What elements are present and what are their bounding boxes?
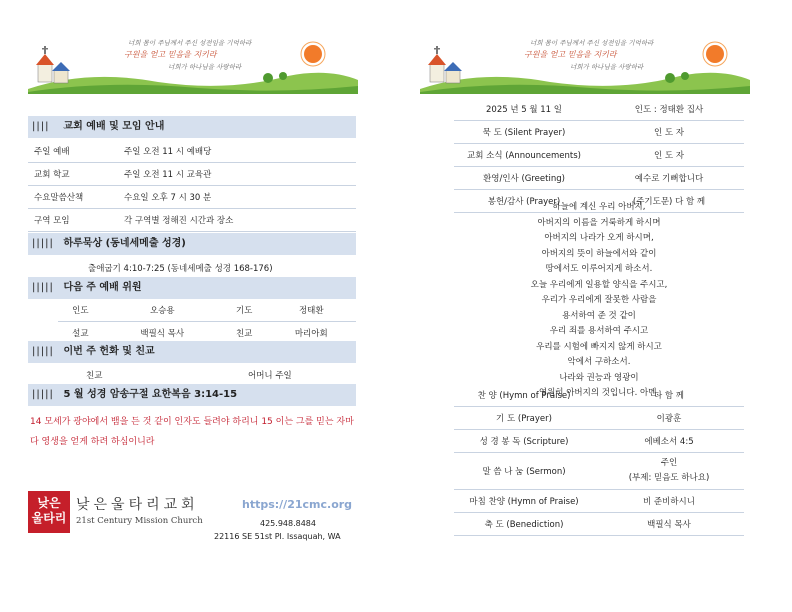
worship-order-bottom (454, 384, 744, 536)
order-item: 묵 도 (Silent Prayer) (454, 121, 594, 144)
table-row (28, 209, 356, 232)
committee-person: 백필식 목사 (103, 322, 222, 345)
order-item: 교회 소식 (Announcements) (454, 144, 594, 167)
order-leader: 인 도 자 (594, 144, 744, 167)
section-committee-header (28, 277, 356, 299)
order-item: 환영/인사 (Greeting) (454, 167, 594, 190)
committee-person: 마리아회 (267, 322, 356, 345)
committee-person: 오승용 (103, 299, 222, 322)
table-row (454, 453, 744, 490)
service-value: 수요일 오후 7 시 30 분 (124, 186, 356, 209)
section-title: 하루묵상 (동네세메출 성경) (63, 238, 186, 249)
order-leader: (주기도문) 다 함 께 (594, 190, 744, 213)
table-row (454, 407, 744, 430)
section-verse-header (28, 384, 356, 406)
order-item: 말 씀 나 눔 (Sermon) (454, 453, 594, 490)
fellowship-label: 친교 (86, 371, 103, 381)
prayer-line: 아버지의 나라가 오게 하시며, (544, 233, 654, 243)
prayer-line: 하늘에 계신 우리 아버지, (552, 202, 646, 212)
banner-line-3: 너희가 하나님을 사랑하라 (168, 63, 242, 71)
section-bars: |||| (32, 121, 50, 132)
header-banner (28, 34, 358, 94)
logo-text-2: 울타리 (31, 511, 67, 525)
table-row (58, 299, 356, 322)
table-row (28, 140, 356, 163)
table-row (454, 430, 744, 453)
committee-role: 설교 (58, 322, 103, 345)
committee-person: 정태환 (267, 299, 356, 322)
prayer-line: 아버지의 이름을 거룩하게 하시며 (537, 217, 661, 228)
banner-line-1: 너희 몸이 주님께서 주신 성전임을 기억하라 (128, 39, 252, 47)
order-leader: 예수로 기뻐합니다 (594, 167, 744, 190)
prayer-line: 영원히 아버지의 것입니다. 아멘. (538, 388, 660, 398)
prayer-line: 우리가 우리에게 잘못한 사람을 (541, 295, 657, 305)
services-table (28, 140, 356, 232)
table-row (454, 490, 744, 513)
table-row (454, 513, 744, 536)
order-leader (594, 453, 744, 490)
service-name: 구역 모임 (28, 209, 124, 232)
order-item: 2025 년 5 월 11 일 (454, 98, 594, 121)
order-item: 성 경 봉 독 (Scripture) (454, 430, 594, 453)
meditation-text: 출애굽기 4:10-7:25 (동네세메출 성경 168-176) (88, 264, 273, 274)
section-bars: ||||| (32, 389, 54, 400)
service-name: 교회 학교 (28, 163, 124, 186)
header-banner (420, 34, 750, 94)
section-fellowship-header (28, 341, 356, 363)
banner-line-1: 너희 몸이 주님께서 주신 성전임을 기억하라 (530, 39, 654, 47)
order-leader: 에베소서 4:5 (594, 430, 744, 453)
church-name: 낮은울타리교회 (76, 497, 199, 513)
prayer-line: 아버지의 뜻이 하늘에서와 같이 (541, 248, 657, 259)
committee-role: 기도 (222, 299, 267, 322)
prayer-line: 나라와 권능과 영광이 (559, 372, 639, 383)
banner-line-2: 구원을 얻고 믿음을 지키라 (124, 50, 217, 59)
prayer-line: 악에서 구하소서. (567, 357, 631, 367)
section-title: 이번 주 헌화 및 친교 (63, 346, 155, 357)
order-leader: 인 도 자 (594, 121, 744, 144)
table-row (454, 144, 744, 167)
prayer-line: 우리를 시험에 빠지지 않게 하시고 (536, 341, 662, 352)
section-title: 5 월 성경 암송구절 요한복음 3:14-15 (63, 389, 238, 400)
prayer-line: 땅에서도 이루어지게 하소서. (545, 264, 653, 274)
committee-table (58, 299, 356, 345)
church-phone: 425.948.8484 (260, 519, 316, 528)
sermon-subtitle: (부제: 믿음도 하나요) (628, 473, 710, 483)
table-row (454, 384, 744, 407)
order-leader: 다 함 께 (594, 384, 744, 407)
committee-role: 친교 (222, 322, 267, 345)
prayer-line: 용서하여 준 것 같이 (562, 310, 636, 321)
table-row (28, 186, 356, 209)
lords-prayer (454, 200, 744, 402)
order-item: 봉헌/감사 (Prayer) (454, 190, 594, 213)
service-value: 주일 오전 11 시 교육관 (124, 163, 356, 186)
prayer-line: 오늘 우리에게 일용할 양식을 주시고, (530, 279, 668, 290)
table-row (454, 98, 744, 121)
section-bars: ||||| (32, 282, 54, 293)
table-row (454, 167, 744, 190)
service-value: 각 구역별 정해진 시간과 장소 (124, 209, 356, 232)
order-leader: 인도 : 정태환 집사 (594, 98, 744, 121)
section-services-header (28, 116, 356, 138)
order-item: 축 도 (Benediction) (454, 513, 594, 536)
table-row (454, 121, 744, 144)
section-bars: ||||| (32, 346, 54, 357)
order-item: 기 도 (Prayer) (454, 407, 594, 430)
church-name-english: 21st Century Mission Church (76, 516, 203, 526)
section-title: 교회 예배 및 모임 안내 (63, 121, 165, 132)
worship-order-top (454, 98, 744, 213)
sermon-title: 주인 (660, 458, 678, 468)
memory-verse: 14 모세가 광야에서 뱀을 든 것 같이 인자도 들려야 하리니 15 이는 그를 믿는 자마다 영생을 얻게 하려 하심이니라 (30, 417, 354, 447)
service-name: 주일 예배 (28, 140, 124, 163)
order-leader: 백필식 목사 (594, 513, 744, 536)
section-meditation-header (28, 233, 356, 255)
section-bars: ||||| (32, 238, 54, 249)
order-leader: 비 준비하시니 (594, 490, 744, 513)
order-leader: 이광훈 (594, 407, 744, 430)
banner-line-3: 너희가 하나님을 사랑하라 (570, 63, 644, 71)
church-logo (28, 491, 70, 533)
prayer-line: 우리 죄를 용서하여 주시고 (549, 326, 649, 336)
church-address: 22116 SE 51st Pl. Issaquah, WA (214, 532, 341, 541)
committee-role: 인도 (58, 299, 103, 322)
banner-line-2: 구원을 얻고 믿음을 지키라 (524, 50, 617, 59)
logo-text-1: 낮은 (37, 496, 61, 510)
order-item: 마침 찬양 (Hymn of Praise) (454, 490, 594, 513)
table-row (28, 163, 356, 186)
section-title: 다음 주 예배 위원 (63, 282, 142, 293)
church-website-link[interactable]: https://21cmc.org (242, 498, 353, 511)
service-name: 수요말씀산책 (28, 186, 124, 209)
fellowship-value: 어머니 주일 (248, 371, 292, 381)
order-item: 찬 양 (Hymn of Praise) (454, 384, 594, 407)
service-value: 주일 오전 11 시 예배당 (124, 140, 356, 163)
